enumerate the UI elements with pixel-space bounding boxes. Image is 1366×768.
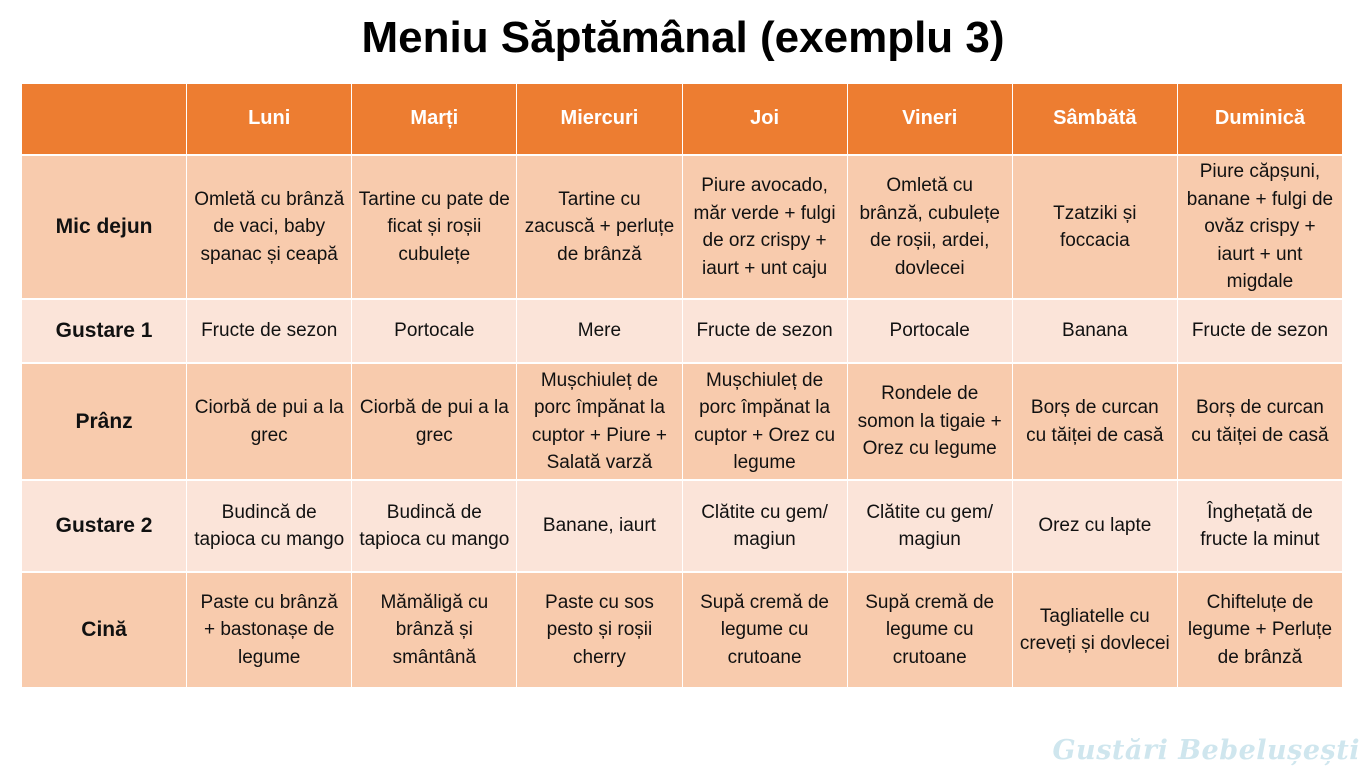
table-cell: Omletă cu brânză, cubulețe de roșii, ardei, dovlecei: [848, 156, 1013, 300]
table-cell: Supă cremă de legume cu crutoane: [848, 573, 1013, 689]
day-header-sambata: Sâmbătă: [1013, 84, 1178, 156]
table-cell: Paste cu brânză + bastonașe de legume: [187, 573, 352, 689]
row-header-gustare-2: Gustare 2: [22, 481, 187, 573]
table-cell: Omletă cu brânză de vaci, baby spanac și ceapă: [187, 156, 352, 300]
page-title: Meniu Săptămânal (exemplu 3): [361, 13, 1005, 62]
table-cell: Tzatziki și foccacia: [1013, 156, 1178, 300]
table-cell: Supă cremă de legume cu crutoane: [683, 573, 848, 689]
table-row: [22, 573, 1343, 689]
table-cell: Borș de curcan cu tăiței de casă: [1013, 364, 1178, 481]
table-cell: Tartine cu pate de ficat și roșii cubulețe: [352, 156, 517, 300]
day-header-vineri: Vineri: [848, 84, 1013, 156]
table-row: [22, 481, 1343, 573]
table-row: [22, 364, 1343, 481]
day-header-miercuri: Miercuri: [517, 84, 682, 156]
table-cell: Budincă de tapioca cu mango: [352, 481, 517, 573]
table-cell: Mușchiuleț de porc împănat la cuptor + Orez cu legume: [683, 364, 848, 481]
table-cell: Portocale: [848, 300, 1013, 364]
table-cell: Mere: [517, 300, 682, 364]
table-cell: Banana: [1013, 300, 1178, 364]
table-cell: Înghețată de fructe la minut: [1178, 481, 1343, 573]
table-cell: Tagliatelle cu creveți și dovlecei: [1013, 573, 1178, 689]
table-cell: Rondele de somon la tigaie + Orez cu legume: [848, 364, 1013, 481]
table-cell: Budincă de tapioca cu mango: [187, 481, 352, 573]
table-cell: Paste cu sos pesto și roșii cherry: [517, 573, 682, 689]
table-cell: Ciorbă de pui a la grec: [352, 364, 517, 481]
table-row: [22, 300, 1343, 364]
table-cell: Portocale: [352, 300, 517, 364]
table-cell: Mușchiuleț de porc împănat la cuptor + Piure + Salată varză: [517, 364, 682, 481]
table-cell: Clătite cu gem/ magiun: [848, 481, 1013, 573]
day-header-duminica: Duminică: [1178, 84, 1343, 156]
table-row: [22, 156, 1343, 300]
table-cell: Piure avocado, măr verde + fulgi de orz crispy + iaurt + unt caju: [683, 156, 848, 300]
day-header-marti: Marți: [352, 84, 517, 156]
table-cell: Banane, iaurt: [517, 481, 682, 573]
header-row: [22, 84, 1343, 156]
table-cell: Fructe de sezon: [683, 300, 848, 364]
row-header-pranz: Prânz: [22, 364, 187, 481]
table-cell: Fructe de sezon: [1178, 300, 1343, 364]
table-cell: Chifteluțe de legume + Perluțe de brânză: [1178, 573, 1343, 689]
table-cell: Piure căpșuni, banane + fulgi de ovăz crispy + iaurt + unt migdale: [1178, 156, 1343, 300]
row-header-cina: Cină: [22, 573, 187, 689]
table-cell: Fructe de sezon: [187, 300, 352, 364]
header-corner-cell: [22, 84, 187, 156]
row-header-gustare-1: Gustare 1: [22, 300, 187, 364]
table-cell: Borș de curcan cu tăiței de casă: [1178, 364, 1343, 481]
row-header-mic-dejun: Mic dejun: [22, 156, 187, 300]
day-header-luni: Luni: [187, 84, 352, 156]
weekly-menu-table: [22, 84, 1343, 689]
table-cell: Ciorbă de pui a la grec: [187, 364, 352, 481]
watermark-logo: Gustări Bebelușești: [1052, 735, 1360, 766]
table-cell: Orez cu lapte: [1013, 481, 1178, 573]
day-header-joi: Joi: [683, 84, 848, 156]
table-cell: Tartine cu zacuscă + perluțe de brânză: [517, 156, 682, 300]
table-cell: Clătite cu gem/ magiun: [683, 481, 848, 573]
table-cell: Mămăligă cu brânză și smântână: [352, 573, 517, 689]
